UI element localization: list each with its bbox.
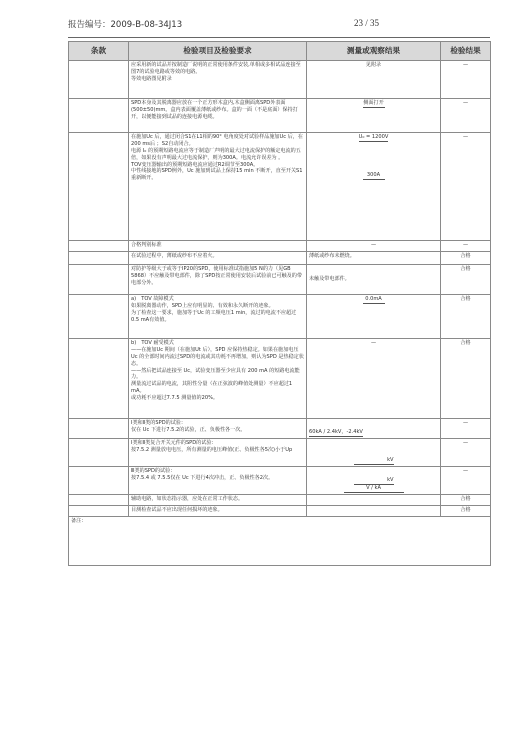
result-cell — [307, 61, 441, 99]
column-header-requirement: 检验项目及检验要求 — [129, 42, 307, 61]
requirement-text: ——然后把试品连接至 Uc，试验变压器至少应具有 200 mA 的短路电流能力。 — [131, 367, 300, 381]
requirement-text: 在施加Uc 后，通过闭合S1在L1相的90° 电角度处对试验样品施加Uc 后，在200 ms后 ；S2自动闭合。 — [131, 134, 303, 147]
clause-cell — [69, 506, 129, 517]
column-header-result: 测量或观察结果 — [307, 42, 441, 61]
clause-cell — [69, 99, 129, 133]
requirement-cell — [129, 252, 307, 265]
clause-cell — [69, 265, 129, 295]
verdict-cell: 合格 — [441, 252, 491, 265]
requirement-text: Ⅰ类和Ⅱ类的SPD的试验： — [131, 420, 186, 426]
requirement-cell — [129, 439, 307, 467]
clause-cell — [69, 339, 129, 419]
table-header-row — [69, 42, 491, 61]
result-cell: — — [307, 339, 441, 419]
requirement-cell — [129, 133, 307, 241]
requirement-text: Ⅲ类的SPD的试验： — [131, 468, 176, 474]
requirement-text: 如果脱离器动作，SPD上应有明显的、有效和永久断开的迹象。 — [131, 302, 274, 309]
column-header-verdict: 检验结果 — [441, 42, 491, 61]
page-indicator: 23 / 35 — [354, 18, 380, 28]
requirement-cell — [129, 419, 307, 439]
requirement-cell — [129, 265, 307, 295]
clause-cell — [69, 495, 129, 506]
remarks-row — [69, 517, 491, 566]
clause-cell — [69, 61, 129, 99]
page-header — [68, 18, 480, 34]
verdict-cell: — — [441, 133, 491, 241]
requirement-text: 在试验过程中，薄纸或纱布不应着火。 — [131, 253, 218, 259]
result-text: 60kA / 2.4kV，-2.4kV — [309, 429, 363, 436]
requirement-text: TOV变压器输出的预期短路电流应通过R2调节至300A。 — [131, 161, 259, 168]
remarks-cell — [69, 517, 491, 566]
clause-cell — [69, 439, 129, 467]
requirement-text: 辅助电路，如状态指示器，应处在正常工作状态。 — [131, 496, 244, 502]
verdict-cell: — — [441, 439, 491, 467]
result-cell — [307, 99, 441, 133]
requirement-cell — [129, 295, 307, 339]
verdict-cell: 合格 — [441, 295, 491, 339]
requirement-cell — [129, 506, 307, 517]
result-text: kV — [354, 457, 394, 465]
table-row — [69, 295, 491, 339]
verdict-cell: 合格 — [441, 506, 491, 517]
requirement-text: 中性线接地的SPD例外，Uc 施加到试品上保持15 min 不断开，直至开关S1重新断开。 — [131, 168, 303, 182]
result-cell — [307, 295, 441, 339]
clause-cell — [69, 295, 129, 339]
verdict-cell: 合格 — [441, 495, 491, 506]
requirement-text: a) TOV 故障模式 — [131, 296, 174, 302]
clause-cell — [69, 241, 129, 252]
result-text: V / kA — [309, 485, 438, 493]
requirement-text: 应采用新的试品并按制造厂说明的正常使用条件安装,单相或多相试品连接至图7的试验电路或等效的电路。 — [131, 62, 301, 75]
requirement-cell — [129, 495, 307, 506]
requirement-cell — [129, 339, 307, 419]
table-row — [69, 252, 491, 265]
requirement-cell — [129, 241, 307, 252]
requirement-text: 对防护等级大于或等于IP20的SPD，使用标准试指施加5 N的力（见GB 5868）不应触及带电部件，除了SPD按正常使用安装后试验前已可触及的带电部分外。 — [131, 266, 302, 286]
requirement-text: 合格判别标准 — [131, 242, 162, 248]
table-row — [69, 61, 491, 99]
verdict-cell: 合格 — [441, 265, 491, 295]
result-text: 0.0mA — [363, 296, 385, 304]
requirement-text: Ⅰ类和Ⅱ类复合开关元件的SPD的试验： — [131, 440, 217, 446]
result-cell — [307, 495, 441, 506]
verdict-cell: — — [441, 467, 491, 495]
result-cell: — — [307, 241, 441, 252]
result-text: U₀ = 1200V — [358, 134, 389, 140]
result-cell — [307, 467, 441, 495]
requirement-text: b) TOV 耐受模式 — [131, 340, 174, 346]
result-cell — [307, 133, 441, 241]
result-text: 侧面打开 — [363, 100, 384, 106]
requirement-text: ——在施加Uc 期间（在施加Ut 后），SPD 应保持热稳定。如果在施加电压Uc 的全部时间内流过SPD的电流或其功耗不再增加，则认为SPD 是热稳定状态。 — [131, 346, 304, 367]
requirement-cell — [129, 99, 307, 133]
column-header-clause: 条款 — [69, 42, 129, 61]
verdict-cell: — — [441, 419, 491, 439]
header-rule — [68, 37, 490, 38]
table-row — [69, 241, 491, 252]
result-cell — [307, 419, 441, 439]
result-cell — [307, 439, 441, 467]
requirement-text: 目测检查试品不应出现任何损坏的迹象。 — [131, 507, 223, 513]
clause-cell — [69, 419, 129, 439]
table-row — [69, 99, 491, 133]
requirement-text: 仅在 Uc 下进行7.5.2的试验，正、负极性各一次。 — [131, 426, 246, 433]
requirement-text: 按7.5.4 或 7.5.5仅在 Uc 下进行4次冲击，正、负极性各2次。 — [131, 474, 274, 481]
clause-cell — [69, 467, 129, 495]
result-cell: 薄纸或纱布未燃烧。 — [307, 252, 441, 265]
table-row — [69, 419, 491, 439]
requirement-cell — [129, 61, 307, 99]
verdict-cell: — — [441, 241, 491, 252]
requirement-text: 为了检查这一要求，施加等于Uc 的工频电压1 min，流过的电流不应超过0.5 mA有效值。 — [131, 309, 297, 323]
result-text: kV — [309, 477, 438, 485]
requirement-text: SPD本身及其脱离器应放在一个正方形木盒内,木盒侧面离SPD外表面(500±50)mm。盒内表面覆盖薄纸或纱布。盒的一面（不是底面）保持打开，以便能接到试品的连接电源电缆。 — [131, 100, 298, 120]
requirement-text: 按7.5.2 测量放电电压，所有测量的电压峰值(正、负极性各5次)小于Up — [131, 446, 293, 453]
verdict-cell: 合格 — [441, 339, 491, 419]
result-text: 300A — [309, 172, 438, 180]
table-row — [69, 133, 491, 241]
verdict-cell: — — [441, 99, 491, 133]
result-cell: 未触及带电部件。 — [307, 265, 441, 295]
requirement-cell — [129, 467, 307, 495]
result-text: 见附录 — [365, 62, 382, 68]
table-row — [69, 506, 491, 517]
table-row — [69, 339, 491, 419]
table-row — [69, 467, 491, 495]
requirement-text: 测量流过试品的电流，其阻性分量（在正弦波的峰值处测量）不应超过1 mA。 — [131, 381, 293, 395]
requirement-text: 电源 I₀ 的预期短路电流应等于制造厂声明的最大过电流保护的额定电流的五倍，如果没有声明最大过电流保护，则为300A。电流允许误差为 。 — [131, 147, 301, 161]
verdict-cell: — — [441, 61, 491, 99]
requirement-text: 或功耗不应超过7.7.5 测量值的20%。 — [131, 395, 219, 401]
remarks-label: 备注： — [71, 518, 87, 524]
table-row — [69, 495, 491, 506]
clause-cell — [69, 252, 129, 265]
table-row — [69, 265, 491, 295]
table-row — [69, 439, 491, 467]
inspection-table — [68, 41, 491, 566]
result-cell — [307, 506, 441, 517]
report-number: 报告编号：2009-B-08-34J13 — [68, 20, 183, 30]
clause-cell — [69, 133, 129, 241]
requirement-text: 等效电路图见附录 — [131, 75, 172, 82]
